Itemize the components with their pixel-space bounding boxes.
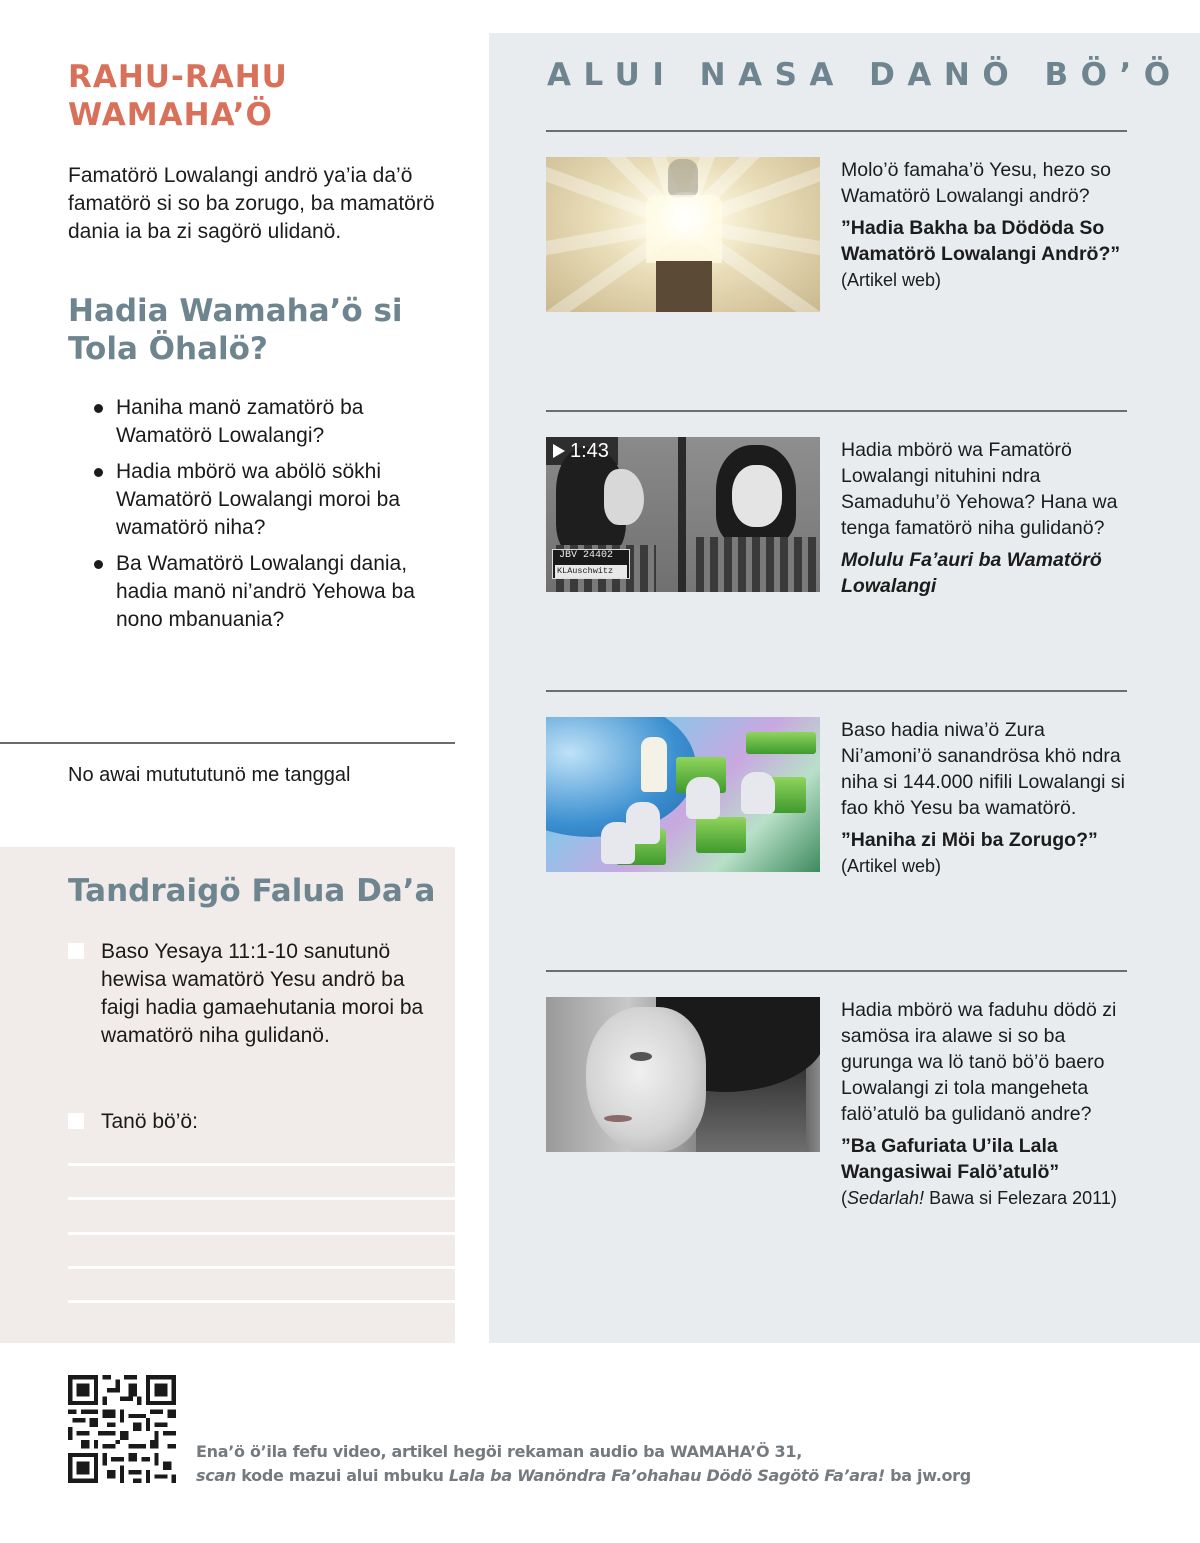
completion-date-label: No awai mutututunö me tanggal: [68, 764, 351, 786]
bullet-icon: [94, 468, 103, 477]
card-reference-link[interactable]: ”Ba Gafuriata U’ila Lala Wangasiwai Falö’atulö”: [841, 1135, 1060, 1183]
card-reference-link[interactable]: ”Hadia Bakha ba Dödöda So Wamatörö Lowalangi Andrö?”: [841, 217, 1121, 265]
date-divider: [0, 742, 455, 744]
card-source: (Sedarlah! Bawa si Felezara 2011): [841, 1188, 1117, 1208]
footer-note: [196, 1440, 971, 1488]
card-divider: [546, 410, 1127, 412]
glowing-man-image[interactable]: [546, 157, 820, 312]
card-divider: [546, 130, 1127, 132]
writing-line[interactable]: [68, 1266, 455, 1269]
questions-heading: Hadia Wamaha’ö si Tola Öhalö?: [68, 293, 403, 367]
card-reference-link[interactable]: Molulu Fa’auri ba Wamatörö Lowalangi: [841, 549, 1102, 597]
task-text: Baso Yesaya 11:1-10 sanutunö hewisa wamatörö Yesu andrö ba faigi hadia gamaehutania moroi ba wamatörö niha gulidanö.: [101, 940, 424, 1047]
book-title: Lala ba Wanöndra Fa’ohahau Dödö Sagötö Fa’ara!: [448, 1466, 885, 1485]
card-description: Hadia mbörö wa faduhu dödö zi samösa ira alawe si so ba gurunga wa lö tanö bö’ö baero Lowalangi zi tola mangeheta falö’atulö ba gulidanö andre?: [841, 999, 1117, 1125]
bullet-icon: [94, 404, 103, 413]
woman-portrait-image[interactable]: [546, 997, 820, 1152]
question-item: [90, 394, 450, 450]
video-duration: 1:43: [570, 440, 609, 462]
checkbox[interactable]: [68, 943, 84, 959]
bullet-icon: [94, 560, 103, 569]
explore-more-title: ALUI NASA DANÖ BÖ’Ö: [547, 57, 1183, 93]
question-text: Haniha manö zamatörö ba Wamatörö Lowalangi?: [116, 396, 364, 447]
followup-task: [68, 938, 443, 1050]
writing-line[interactable]: [68, 1300, 455, 1303]
question-item: [90, 458, 450, 542]
lesson-intro: Famatörö Lowalangi andrö ya’ia da’ö famatörö si so ba zorugo, ba mamatörö dania ia ba zi sagörö ulidanö.: [68, 164, 435, 243]
card-source: (Artikel web): [841, 856, 942, 876]
question-text: Hadia mbörö wa abölö sökhi Wamatörö Lowalangi moroi ba wamatörö niha?: [116, 460, 401, 539]
task-text: Tanö bö’ö:: [101, 1110, 198, 1133]
play-icon[interactable]: [553, 444, 565, 458]
prisoner-plate: [552, 549, 630, 579]
card-description: Molo’ö famaha’ö Yesu, hezo so Wamatörö Lowalangi andrö?: [841, 159, 1111, 207]
questions-list: [90, 394, 450, 642]
qr-code-icon[interactable]: [68, 1375, 176, 1483]
writing-line[interactable]: [68, 1197, 455, 1200]
lesson-title: RAHU-RAHU WAMAHA’Ö: [68, 59, 288, 133]
card-reference-link[interactable]: ”Haniha zi Möi ba Zorugo?”: [841, 829, 1098, 851]
card-divider: [546, 690, 1127, 692]
card-source: (Artikel web): [841, 270, 942, 290]
card-description: Baso hadia niwa’ö Zura Ni’amoni’ö sanandrösa khö ndra niha si 144.000 nifili Lowalangi si fao khö Yesu ba wamatörö.: [841, 719, 1126, 819]
plate-name: KLAuschwitz: [555, 565, 627, 578]
heavenly-thrones-image[interactable]: [546, 717, 820, 872]
followup-heading: Tandraigö Falua Da’a: [68, 873, 436, 909]
prisoner-photos-video-thumbnail[interactable]: [546, 437, 820, 592]
followup-task: [68, 1108, 443, 1136]
question-text: Ba Wamatörö Lowalangi dania, hadia manö ni’andrö Yehowa ba nono mbanuania?: [116, 552, 415, 631]
footer-line-1: Ena’ö ö’ila fefu video, artikel hegöi rekaman audio ba WAMAHA’Ö 31,: [196, 1442, 802, 1461]
card-description: Hadia mbörö wa Famatörö Lowalangi nituhini ndra Samaduhu’ö Yehowa? Hana wa tenga famatörö niha gulidanö?: [841, 439, 1118, 539]
footer-line-2: scan kode mazui alui mbuku Lala ba Wanöndra Fa’ohahau Dödö Sagötö Fa’ara! ba jw.org: [196, 1466, 971, 1485]
writing-line[interactable]: [68, 1163, 455, 1166]
question-item: [90, 550, 450, 634]
video-duration-badge[interactable]: [546, 437, 618, 465]
checkbox[interactable]: [68, 1113, 84, 1129]
card-divider: [546, 970, 1127, 972]
plate-number: JBV 24402: [559, 550, 614, 561]
website-link[interactable]: ba jw.org: [884, 1466, 971, 1485]
writing-line[interactable]: [68, 1232, 455, 1235]
magazine-name: Sedarlah!: [847, 1188, 925, 1208]
